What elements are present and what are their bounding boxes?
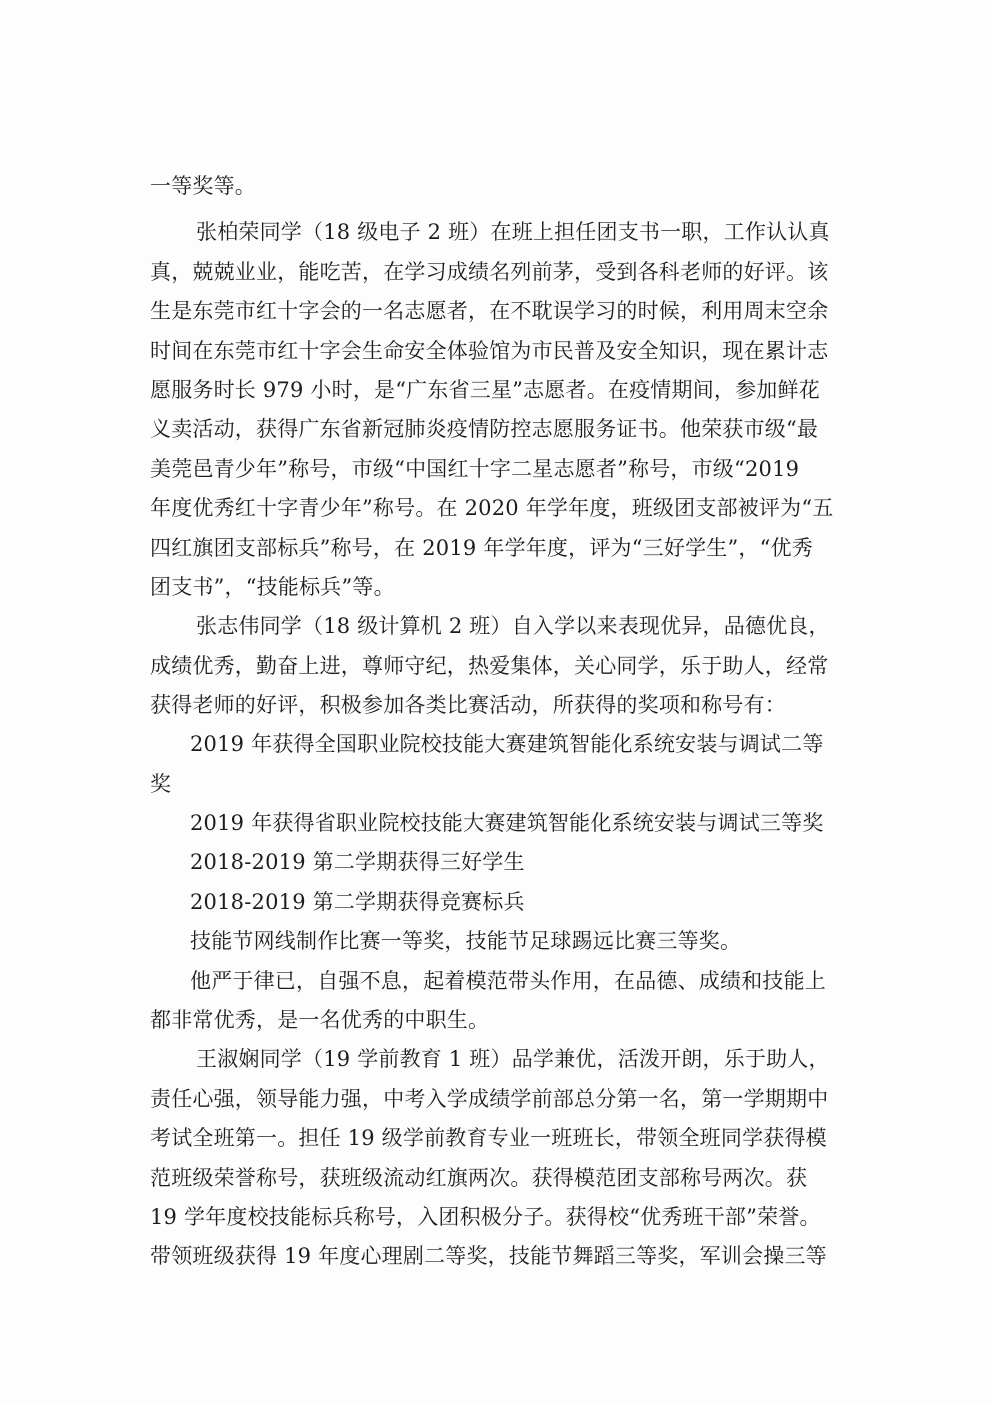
text-line: 范班级荣誉称号，获班级流动红旗两次。获得模范团支部称号两次。获 bbox=[150, 1166, 808, 1190]
text-line: 奖 bbox=[150, 772, 172, 796]
text-line: 他严于律已，自强不息，起着模范带头作用，在品德、成绩和技能上 bbox=[190, 969, 826, 993]
text-line: 愿服务时长 979 小时，是“广东省三星”志愿者。在疫情期间，参加鲜花 bbox=[150, 378, 820, 402]
text-line: 考试全班第一。担任 19 级学前教育专业一班班长，带领全班同学获得模 bbox=[150, 1126, 827, 1150]
text-line: 美莞邑青少年”称号，市级“中国红十字二星志愿者”称号，市级“2019 bbox=[150, 457, 800, 481]
text-line: 年度优秀红十字青少年”称号。在 2020 年学年度，班级团支部被评为“五 bbox=[150, 496, 834, 520]
text-line: 张志伟同学（18 级计算机 2 班）自入学以来表现优异，品德优良， bbox=[196, 614, 830, 638]
text-line: 2019 年获得省职业院校技能大赛建筑智能化系统安装与调试三等奖 bbox=[190, 811, 824, 835]
text-line: 2018-2019 第二学期获得竞赛标兵 bbox=[190, 890, 525, 914]
text-line: 获得老师的好评，积极参加各类比赛活动，所获得的奖项和称号有： bbox=[150, 693, 786, 717]
text-line: 成绩优秀，勤奋上进，尊师守纪，热爱集体，关心同学，乐于助人，经常 bbox=[150, 654, 829, 678]
text-line: 王淑娴同学（19 学前教育 1 班）品学兼优，活泼开朗，乐于助人， bbox=[196, 1047, 830, 1071]
text-line: 一等奖等。 bbox=[150, 174, 256, 198]
text-line: 四红旗团支部标兵”称号，在 2019 年学年度，评为“三好学生”，“优秀 bbox=[150, 536, 813, 560]
text-line: 义卖活动，获得广东省新冠肺炎疫情防控志愿服务证书。他荣获市级“最 bbox=[150, 417, 819, 441]
text-line: 2019 年获得全国职业院校技能大赛建筑智能化系统安装与调试二等 bbox=[190, 732, 824, 756]
text-line: 2018-2019 第二学期获得三好学生 bbox=[190, 850, 525, 874]
text-line: 19 学年度校技能标兵称号，入团积极分子。获得校“优秀班干部”荣誉。 bbox=[150, 1205, 821, 1229]
text-line: 团支书”，“技能标兵”等。 bbox=[150, 575, 395, 599]
text-line: 都非常优秀，是一名优秀的中职生。 bbox=[150, 1008, 490, 1032]
text-line: 责任心强，领导能力强，中考入学成绩学前部总分第一名，第一学期期中 bbox=[150, 1087, 829, 1111]
text-line: 张柏荣同学（18 级电子 2 班）在班上担任团支书一职，工作认认真 bbox=[196, 220, 830, 244]
text-line: 时间在东莞市红十字会生命安全体验馆为市民普及安全知识，现在累计志 bbox=[150, 339, 829, 363]
text-line: 技能节网线制作比赛一等奖，技能节足球踢远比赛三等奖。 bbox=[190, 929, 742, 953]
text-line: 生是东莞市红十字会的一名志愿者，在不耽误学习的时候，利用周末空余 bbox=[150, 299, 829, 323]
text-line: 真，兢兢业业，能吃苦，在学习成绩名列前茅，受到各科老师的好评。该 bbox=[150, 260, 829, 284]
text-line: 带领班级获得 19 年度心理剧二等奖，技能节舞蹈三等奖，军训会操三等 bbox=[150, 1244, 827, 1268]
